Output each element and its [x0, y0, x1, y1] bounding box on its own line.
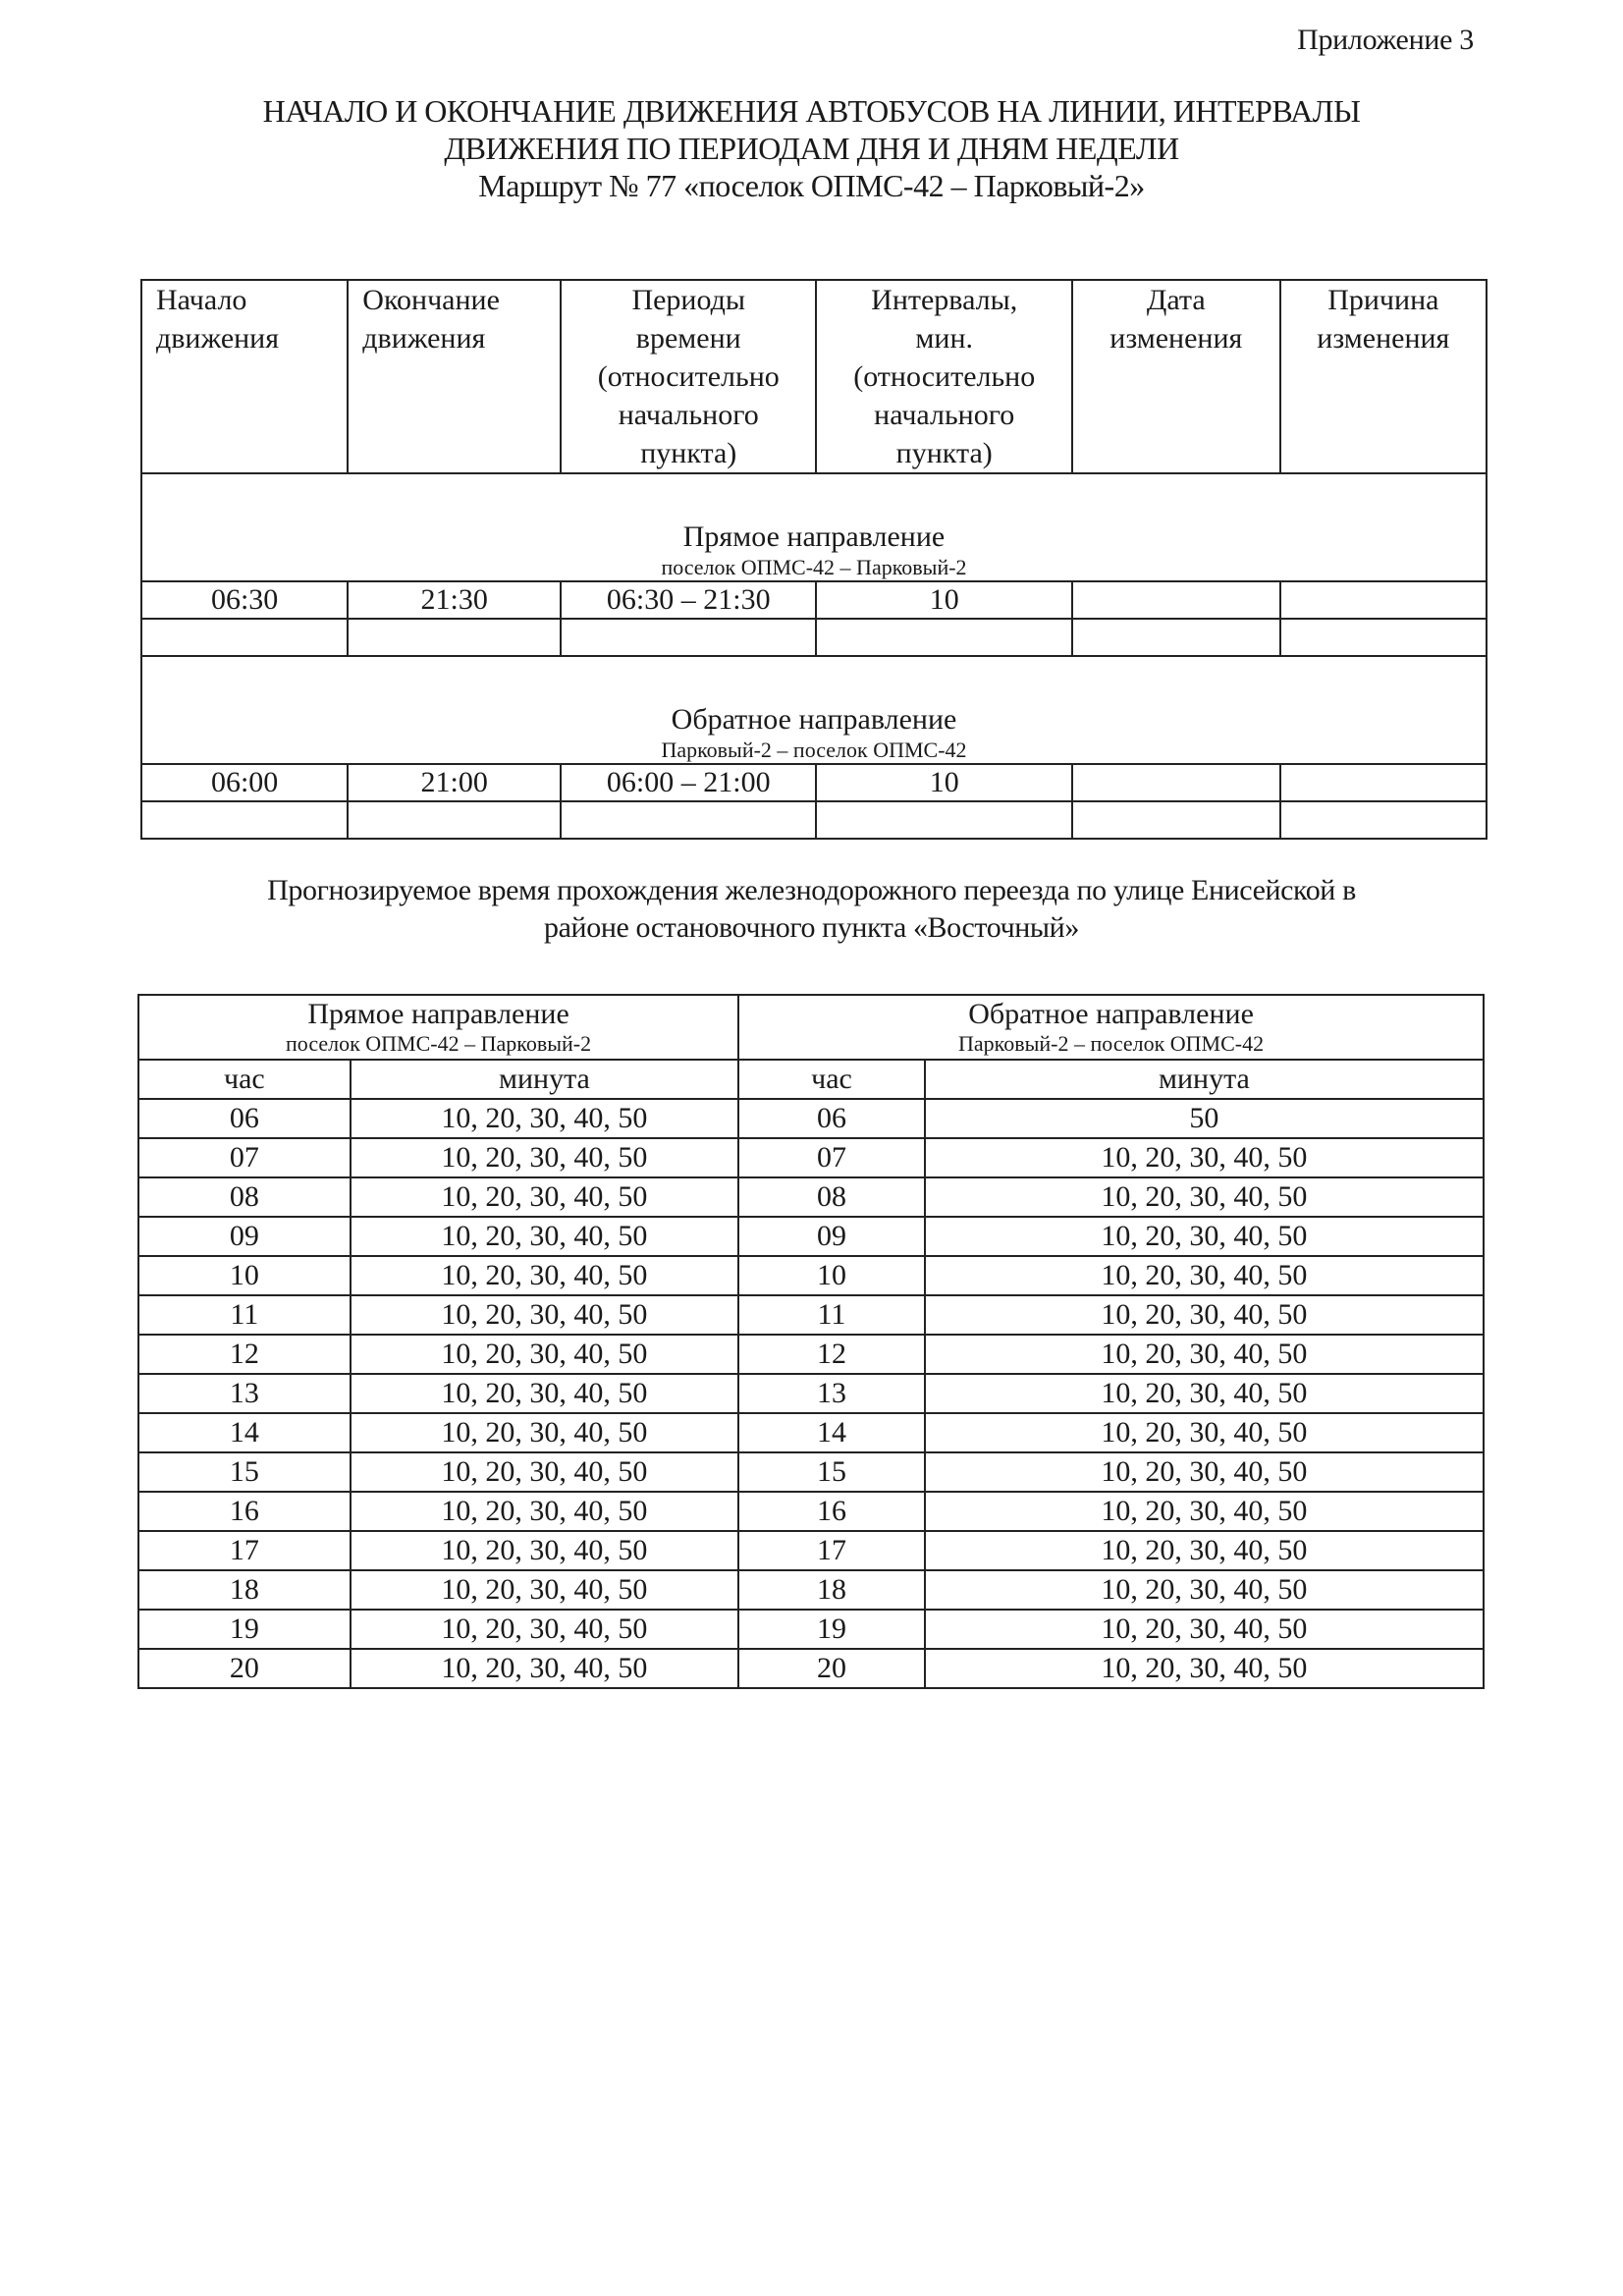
f-min-cell: 10, 20, 30, 40, 50	[351, 1649, 738, 1688]
f-hour-cell: 17	[138, 1531, 351, 1570]
f-hour-cell: 16	[138, 1492, 351, 1531]
crossing-heading-line-2: районе остановочного пункта «Восточный»	[544, 911, 1079, 944]
b-hour-cell: 16	[738, 1492, 925, 1531]
b-hour-cell: 06	[738, 1099, 925, 1138]
b-min-cell: 10, 20, 30, 40, 50	[925, 1217, 1484, 1256]
b-min-cell: 50	[925, 1099, 1484, 1138]
crossing-heading	[0, 872, 1623, 947]
f-hour-cell: 09	[138, 1217, 351, 1256]
forward-change-date	[1072, 581, 1280, 619]
b-min-cell: 10, 20, 30, 40, 50	[925, 1256, 1484, 1295]
f-min-cell: 10, 20, 30, 40, 50	[351, 1492, 738, 1531]
b-hour-cell: 15	[738, 1452, 925, 1492]
header-start: Начало движения	[141, 280, 348, 473]
b-hour-cell: 10	[738, 1256, 925, 1295]
b-hour-cell: 12	[738, 1335, 925, 1374]
f-hour-cell: 18	[138, 1570, 351, 1610]
crossing-column-header	[138, 1060, 1484, 1099]
table-row	[138, 1335, 1484, 1374]
backward-interval: 10	[816, 764, 1071, 801]
schedule-header-row	[141, 280, 1487, 473]
table-row	[138, 1570, 1484, 1610]
backward-end: 21:00	[348, 764, 561, 801]
crossing-forward-header: Прямое направление поселок ОПМС-42 – Парковый-2	[138, 995, 738, 1060]
header-periods: Периоды времени (относительно начального пункта)	[561, 280, 816, 473]
header-change-reason: Причина изменения	[1280, 280, 1487, 473]
f-hour-cell: 08	[138, 1177, 351, 1217]
forward-interval: 10	[816, 581, 1071, 619]
backward-schedule-row	[141, 764, 1487, 801]
f-hour-cell: 20	[138, 1649, 351, 1688]
header-change-date: Дата изменения	[1072, 280, 1280, 473]
f-min-cell: 10, 20, 30, 40, 50	[351, 1570, 738, 1610]
table-row	[138, 1295, 1484, 1335]
b-min-cell: 10, 20, 30, 40, 50	[925, 1452, 1484, 1492]
backward-change-reason	[1280, 764, 1487, 801]
f-hour-cell: 07	[138, 1138, 351, 1177]
b-hour-cell: 20	[738, 1649, 925, 1688]
table-row	[138, 1452, 1484, 1492]
route-title: Маршрут № 77 «поселок ОПМС-42 – Парковый-2»	[478, 168, 1145, 203]
f-min-cell: 10, 20, 30, 40, 50	[351, 1099, 738, 1138]
f-hour-cell: 06	[138, 1099, 351, 1138]
f-min-cell: 10, 20, 30, 40, 50	[351, 1177, 738, 1217]
b-min-cell: 10, 20, 30, 40, 50	[925, 1531, 1484, 1570]
table-row	[138, 1374, 1484, 1413]
forward-schedule-row	[141, 581, 1487, 619]
table-row	[138, 1413, 1484, 1452]
table-row	[138, 1610, 1484, 1649]
forward-period: 06:30 – 21:30	[561, 581, 816, 619]
b-hour-cell: 14	[738, 1413, 925, 1452]
b-min-cell: 10, 20, 30, 40, 50	[925, 1610, 1484, 1649]
b-min-cell: 10, 20, 30, 40, 50	[925, 1335, 1484, 1374]
forward-end: 21:30	[348, 581, 561, 619]
f-hour-cell: 13	[138, 1374, 351, 1413]
b-hour-cell: 08	[738, 1177, 925, 1217]
b-min-cell: 10, 20, 30, 40, 50	[925, 1649, 1484, 1688]
f-min-cell: 10, 20, 30, 40, 50	[351, 1335, 738, 1374]
backward-direction-subtitle: Парковый-2 – поселок ОПМС-42	[661, 738, 967, 762]
table-row	[138, 1099, 1484, 1138]
forward-empty-row	[141, 619, 1487, 656]
b-min-cell: 10, 20, 30, 40, 50	[925, 1492, 1484, 1531]
b-hour-cell: 11	[738, 1295, 925, 1335]
schedule-table	[140, 279, 1488, 840]
b-min-cell: 10, 20, 30, 40, 50	[925, 1138, 1484, 1177]
f-hour-cell: 14	[138, 1413, 351, 1452]
b-min-cell: 10, 20, 30, 40, 50	[925, 1374, 1484, 1413]
f-hour-cell: 11	[138, 1295, 351, 1335]
f-min-cell: 10, 20, 30, 40, 50	[351, 1256, 738, 1295]
f-hour-cell: 12	[138, 1335, 351, 1374]
table-row	[138, 1649, 1484, 1688]
forward-hour-header: час	[138, 1060, 351, 1099]
crossing-direction-header	[138, 995, 1484, 1060]
b-hour-cell: 13	[738, 1374, 925, 1413]
forward-change-reason	[1280, 581, 1487, 619]
forward-direction-subtitle: поселок ОПМС-42 – Парковый-2	[661, 555, 967, 579]
f-min-cell: 10, 20, 30, 40, 50	[351, 1610, 738, 1649]
forward-minute-header: минута	[351, 1060, 738, 1099]
crossing-heading-line-1: Прогнозируемое время прохождения железнодорожного переезда по улице Енисейской в	[267, 874, 1356, 906]
header-intervals: Интервалы, мин. (относительно начального пункта)	[816, 280, 1071, 473]
table-row	[138, 1177, 1484, 1217]
forward-start: 06:30	[141, 581, 348, 619]
backward-period: 06:00 – 21:00	[561, 764, 816, 801]
forward-direction-row	[141, 473, 1487, 581]
b-hour-cell: 19	[738, 1610, 925, 1649]
f-min-cell: 10, 20, 30, 40, 50	[351, 1413, 738, 1452]
table-row	[138, 1217, 1484, 1256]
title-line-1: НАЧАЛО И ОКОНЧАНИЕ ДВИЖЕНИЯ АВТОБУСОВ НА ЛИНИИ, ИНТЕРВАЛЫ	[262, 93, 1361, 129]
table-row	[138, 1531, 1484, 1570]
b-hour-cell: 07	[738, 1138, 925, 1177]
f-hour-cell: 15	[138, 1452, 351, 1492]
crossing-table	[137, 994, 1485, 1689]
backward-empty-row	[141, 801, 1487, 839]
b-min-cell: 10, 20, 30, 40, 50	[925, 1295, 1484, 1335]
title-line-2: ДВИЖЕНИЯ ПО ПЕРИОДАМ ДНЯ И ДНЯМ НЕДЕЛИ	[444, 131, 1179, 166]
b-hour-cell: 18	[738, 1570, 925, 1610]
f-min-cell: 10, 20, 30, 40, 50	[351, 1374, 738, 1413]
table-row	[138, 1256, 1484, 1295]
f-hour-cell: 19	[138, 1610, 351, 1649]
table-row	[138, 1492, 1484, 1531]
b-hour-cell: 17	[738, 1531, 925, 1570]
backward-minute-header: минута	[925, 1060, 1484, 1099]
b-min-cell: 10, 20, 30, 40, 50	[925, 1177, 1484, 1217]
backward-direction-row	[141, 656, 1487, 764]
appendix-label: Приложение 3	[1297, 24, 1474, 56]
f-min-cell: 10, 20, 30, 40, 50	[351, 1138, 738, 1177]
f-min-cell: 10, 20, 30, 40, 50	[351, 1295, 738, 1335]
crossing-backward-header: Обратное направление Парковый-2 – поселок ОПМС-42	[738, 995, 1484, 1060]
f-hour-cell: 10	[138, 1256, 351, 1295]
table-row	[138, 1138, 1484, 1177]
document-title	[0, 92, 1623, 204]
f-min-cell: 10, 20, 30, 40, 50	[351, 1452, 738, 1492]
backward-start: 06:00	[141, 764, 348, 801]
backward-change-date	[1072, 764, 1280, 801]
backward-hour-header: час	[738, 1060, 925, 1099]
header-end: Окончание движения	[348, 280, 561, 473]
forward-direction-title: Прямое направление	[682, 520, 946, 553]
f-min-cell: 10, 20, 30, 40, 50	[351, 1217, 738, 1256]
b-min-cell: 10, 20, 30, 40, 50	[925, 1570, 1484, 1610]
f-min-cell: 10, 20, 30, 40, 50	[351, 1531, 738, 1570]
b-min-cell: 10, 20, 30, 40, 50	[925, 1413, 1484, 1452]
backward-direction-title: Обратное направление	[671, 703, 957, 736]
b-hour-cell: 09	[738, 1217, 925, 1256]
